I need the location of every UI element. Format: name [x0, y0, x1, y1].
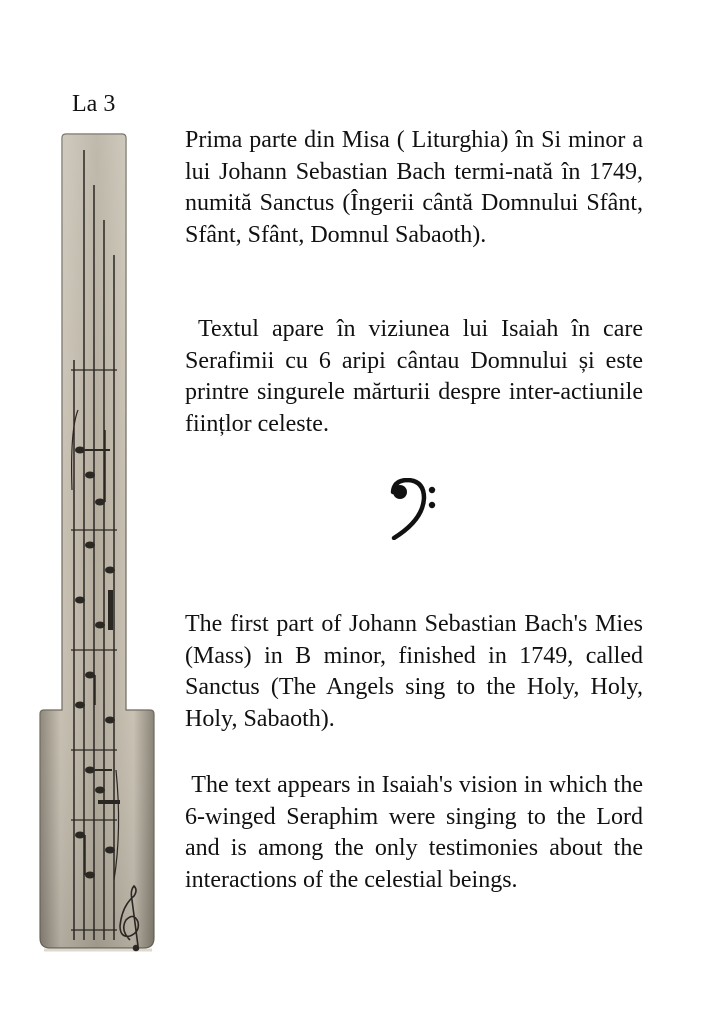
- english-paragraph-1-text: The first part of Johann Sebastian Bach's Mies (Mass) in B minor, finished in 1749, called Sanctus (The Angels sing to the Holy, Holy, Holy, Sabaoth).: [185, 611, 643, 732]
- music-bookmark-icon: [34, 130, 158, 960]
- romanian-paragraph-2: [185, 314, 650, 440]
- romanian-paragraph-2-text: Textul apare în viziunea lui Isaiah în care Serafimii cu 6 aripi cântau Domnului și este printre singurele mărturii despre inter-actiunile ființlor celeste.: [185, 316, 650, 437]
- romanian-paragraph-1: [185, 125, 643, 251]
- bookmark-body: [40, 134, 154, 950]
- bass-clef-icon: [388, 478, 438, 540]
- romanian-paragraph-1-text: Prima parte din Misa ( Liturghia) în Si minor a lui Johann Sebastian Bach termi-nată în 1749, numită Sanctus (Îngerii cântă Domnului Sfânt, Sfânt, Sfânt, Domnul Sabaoth).: [185, 127, 643, 248]
- page-label: La 3: [72, 91, 116, 117]
- english-paragraph-2: [185, 770, 650, 896]
- english-paragraph-2-text: The text appears in Isaiah's vision in which the 6-winged Seraphim were singing to the Lord and is among the only testimonies about the interactions of the celestial beings.: [185, 772, 650, 893]
- english-paragraph-1: [185, 609, 643, 735]
